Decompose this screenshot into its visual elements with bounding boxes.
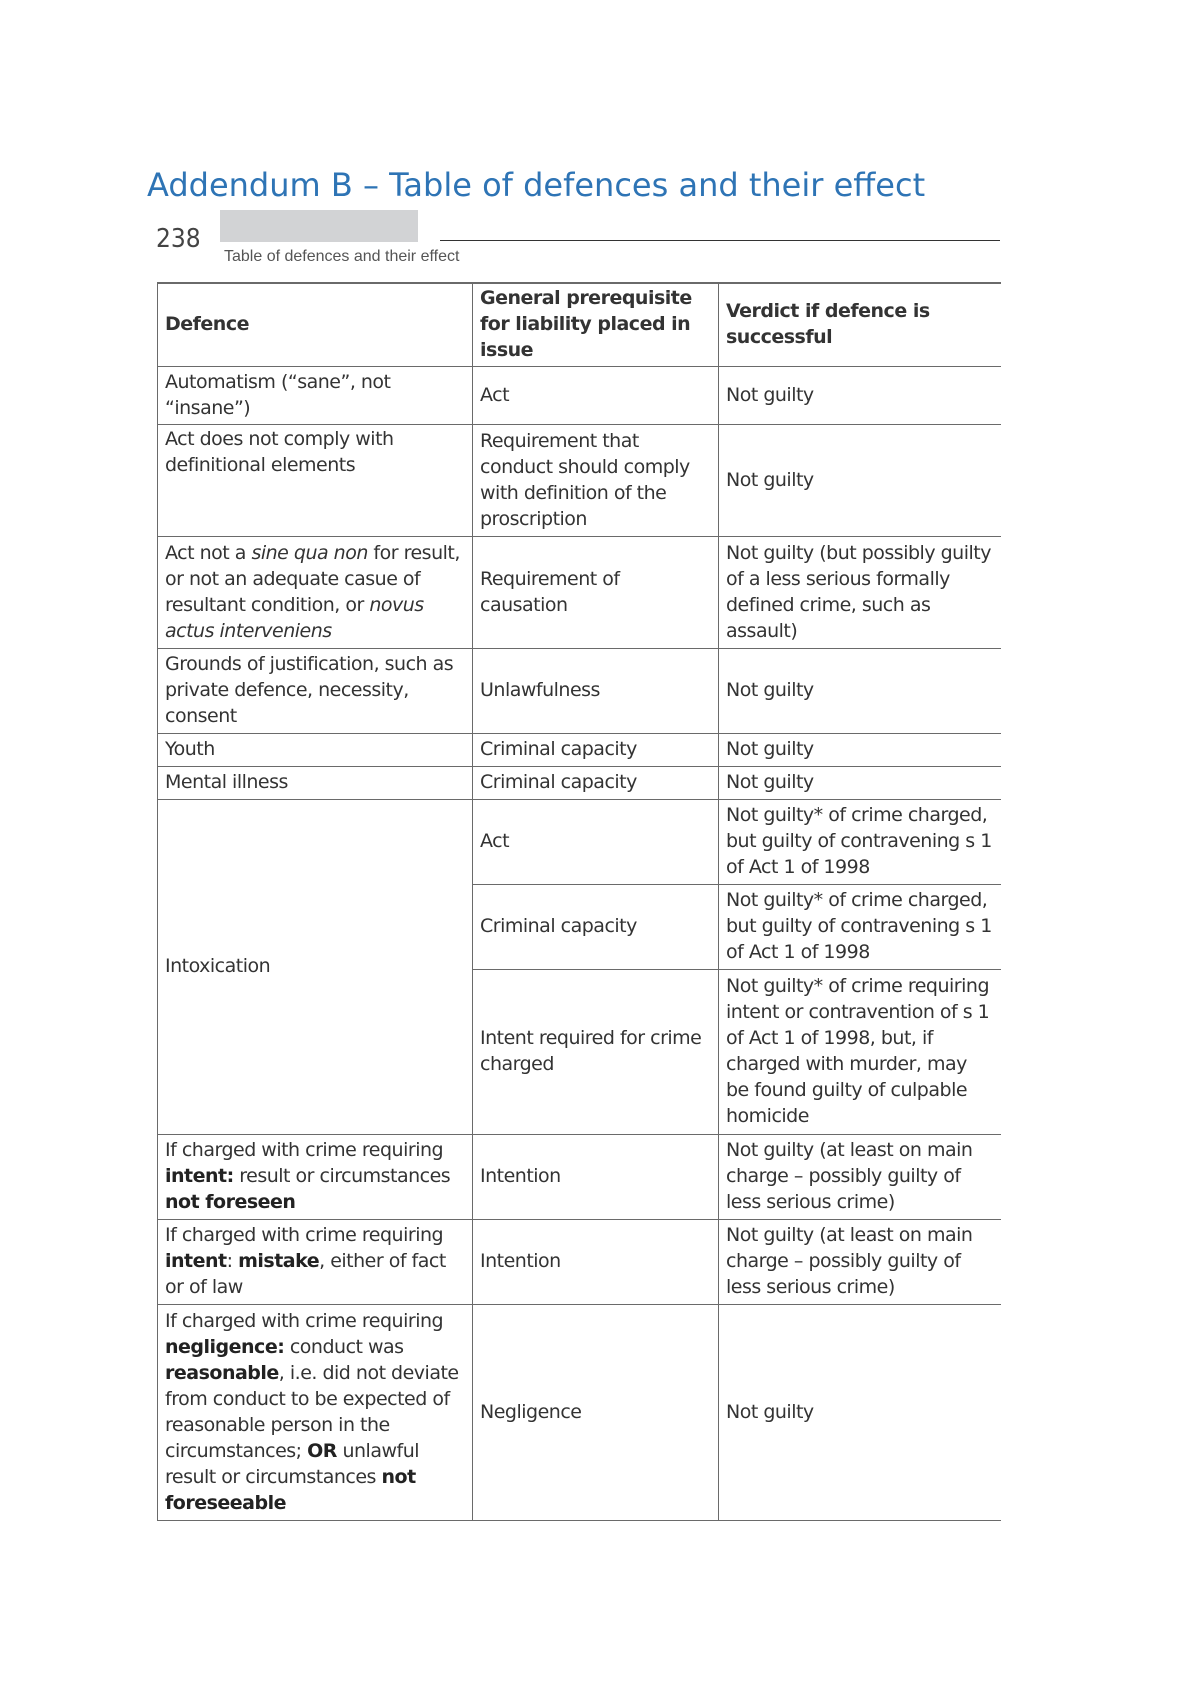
defence-latin-term: novus actus interveniens (165, 593, 424, 642)
prerequisite-cell: Requirement that conduct should comply with definition of the proscription (473, 425, 719, 537)
table-row (158, 1305, 1001, 1521)
verdict-cell: Not guilty (719, 734, 1001, 767)
verdict-cell: Not guilty (at least on main charge – possibly guilty of less serious crime) (719, 1135, 1001, 1220)
verdict-cell: Not guilty (719, 649, 1001, 734)
prerequisite-cell: Criminal capacity (473, 734, 719, 767)
defence-text: Act not a (165, 541, 252, 564)
defence-cell: Mental illness (158, 767, 473, 800)
defences-table (157, 282, 1001, 1521)
defence-cell-intoxication: Intoxication (158, 800, 473, 1135)
verdict-cell: Not guilty (719, 367, 1001, 425)
defence-cell (158, 537, 473, 649)
prerequisite-cell: Act (473, 367, 719, 425)
defence-text: result or circumstances (233, 1165, 451, 1187)
defence-bold-term: reasonable (165, 1361, 279, 1384)
table-caption: Table of defences and their effect (224, 248, 460, 265)
table-row (158, 425, 1001, 537)
verdict-cell: Not guilty (719, 1305, 1001, 1521)
defence-cell (158, 1305, 473, 1521)
defence-text: for result, or not an adequate casue of resultant condition, or (165, 541, 460, 616)
prerequisite-cell: Intention (473, 1135, 719, 1220)
defence-cell (158, 1135, 473, 1220)
page-heading: Addendum B – Table of defences and their effect (147, 166, 926, 204)
defence-text: If charged with crime requiring (165, 1309, 444, 1332)
page-number: 238 (156, 224, 201, 254)
table-row (158, 1220, 1001, 1305)
defence-text: conduct was (284, 1335, 404, 1358)
verdict-cell: Not guilty* of crime charged, but guilty of contravening s 1 of Act 1 of 1998 (719, 885, 1001, 970)
defence-bold-term: negligence: (165, 1335, 285, 1358)
defence-text: If charged with crime requiring (165, 1139, 444, 1161)
header-defence: Defence (158, 283, 473, 367)
header-gray-block (220, 210, 418, 242)
defence-latin-term: sine qua non (251, 541, 368, 564)
defence-text: unlawful result or circumstances (165, 1439, 420, 1488)
defence-bold-term: intent: (165, 1165, 234, 1187)
defence-bold-term: mistake (238, 1250, 320, 1272)
verdict-cell: Not guilty* of crime requiring intent or contravention of s 1 of Act 1 of 1998, but, if charged with murder, may be found guilty of culpable homicide (719, 970, 1001, 1135)
defence-cell: Youth (158, 734, 473, 767)
table-header-row (158, 283, 1001, 367)
defence-text: , either of fact or of law (165, 1250, 446, 1298)
table-row (158, 800, 1001, 885)
prerequisite-cell: Intention (473, 1220, 719, 1305)
prerequisite-cell: Requirement of causation (473, 537, 719, 649)
header-prerequisite: General prerequisite for liability placed in issue (473, 283, 719, 367)
defence-bold-term: OR (307, 1439, 337, 1462)
defence-cell: Automatism (“sane”, not “insane”) (158, 367, 473, 425)
defence-text: , i.e. did not deviate from conduct to be expected of reasonable person in the circumstances; (165, 1361, 459, 1462)
verdict-cell: Not guilty (at least on main charge – possibly guilty of less serious crime) (719, 1220, 1001, 1305)
table-row (158, 649, 1001, 734)
prerequisite-cell: Unlawfulness (473, 649, 719, 734)
defence-text: : (226, 1250, 239, 1272)
verdict-cell: Not guilty (719, 425, 1001, 537)
defence-text: If charged with crime requiring (165, 1224, 444, 1246)
verdict-cell: Not guilty (719, 767, 1001, 800)
table-row (158, 767, 1001, 800)
header-verdict: Verdict if defence is successful (719, 283, 1001, 367)
prerequisite-cell: Negligence (473, 1305, 719, 1521)
prerequisite-cell: Act (473, 800, 719, 885)
defence-cell: Act does not comply with definitional elements (158, 425, 473, 537)
table-row (158, 1135, 1001, 1220)
defence-cell (158, 1220, 473, 1305)
defence-bold-term: not foreseen (165, 1191, 296, 1213)
defence-cell: Grounds of justification, such as private defence, necessity, consent (158, 649, 473, 734)
verdict-cell: Not guilty* of crime charged, but guilty of contravening s 1 of Act 1 of 1998 (719, 800, 1001, 885)
table-row (158, 367, 1001, 425)
prerequisite-cell: Intent required for crime charged (473, 970, 719, 1135)
verdict-cell: Not guilty (but possibly guilty of a less serious formally defined crime, such as assault) (719, 537, 1001, 649)
prerequisite-cell: Criminal capacity (473, 767, 719, 800)
header-rule (440, 240, 1000, 241)
table-row (158, 537, 1001, 649)
defence-bold-term: intent (165, 1250, 227, 1272)
prerequisite-cell: Criminal capacity (473, 885, 719, 970)
defence-bold-term: not foreseeable (165, 1465, 416, 1514)
table-row (158, 734, 1001, 767)
